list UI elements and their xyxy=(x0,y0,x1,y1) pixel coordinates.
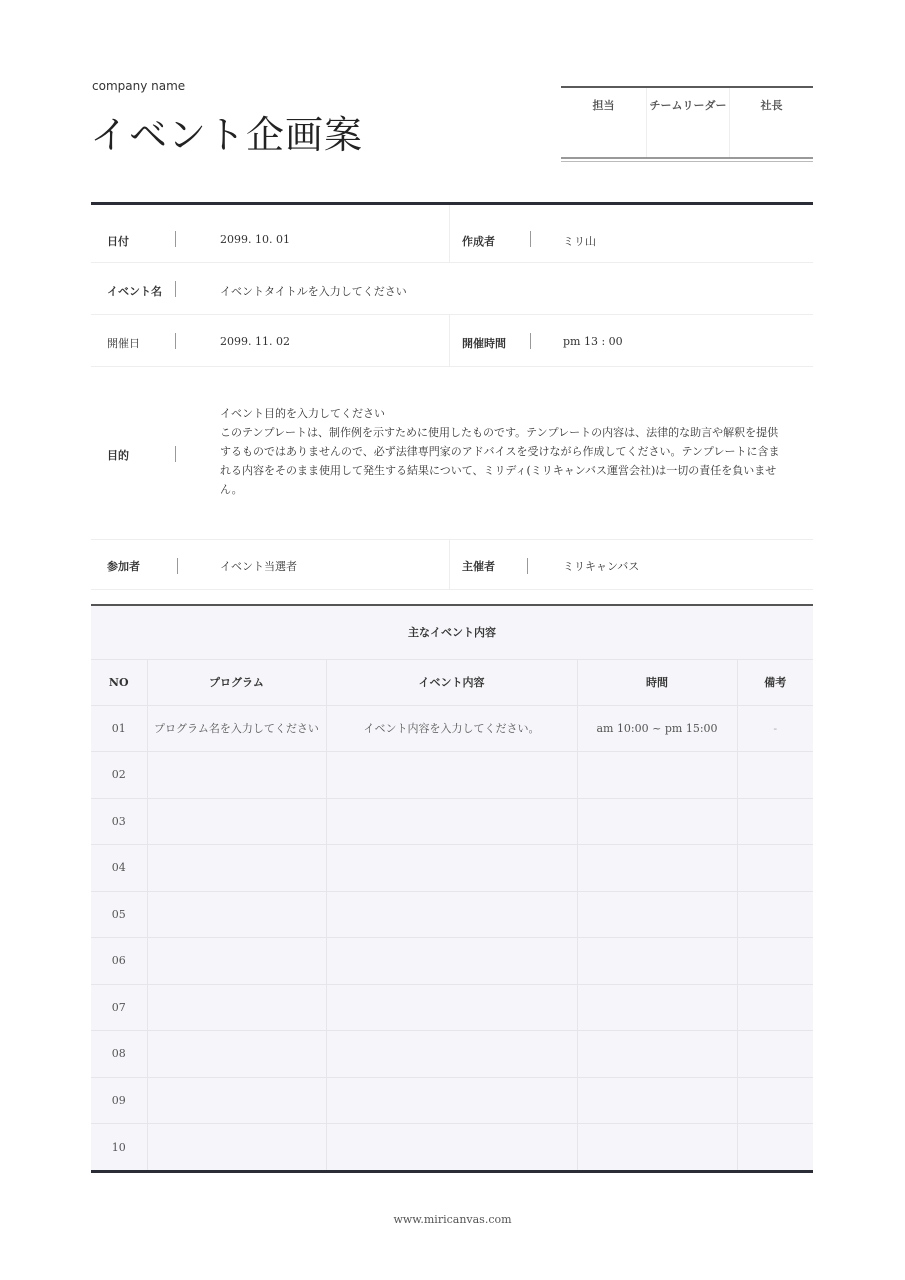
approval-staff: 担当 xyxy=(592,99,615,112)
purpose-line: イベント目的を入力してください xyxy=(220,407,385,420)
cell-program[interactable] xyxy=(147,1031,326,1078)
cell-notes[interactable] xyxy=(737,752,813,799)
cell-content[interactable] xyxy=(326,1031,577,1078)
cell-no: 03 xyxy=(91,798,147,845)
cell-notes[interactable] xyxy=(737,798,813,845)
event-name-value[interactable]: イベントタイトルを入力してください xyxy=(220,285,407,298)
page-title: イベント企画案 xyxy=(90,113,364,157)
cell-content[interactable] xyxy=(326,752,577,799)
cell-program[interactable] xyxy=(147,891,326,938)
held-time-label: 開催時間 xyxy=(462,337,506,350)
cell-notes[interactable] xyxy=(737,845,813,892)
author-value[interactable]: ミリ山 xyxy=(563,235,596,248)
cell-program[interactable] xyxy=(147,984,326,1031)
cell-notes[interactable] xyxy=(737,891,813,938)
cell-no: 09 xyxy=(91,1077,147,1124)
header-content: イベント内容 xyxy=(326,660,577,705)
cell-no: 04 xyxy=(91,845,147,892)
cell-time[interactable] xyxy=(577,891,737,938)
cell-time[interactable] xyxy=(577,1124,737,1171)
cell-time[interactable] xyxy=(577,798,737,845)
purpose-disclaimer: このテンプレートは、制作例を示すために使用したものです。テンプレートの内容は、法律的な助言や解釈を提供するものではありませんので、必ず法律専門家のアドバイスを受けながら作成してください。テンプレートに含まれる内容をそのまま使用して発生する結果について、ミリディ(ミリキャンバス運営会社)は一切の責任を負いません。 xyxy=(220,426,780,496)
participants-label: 参加者 xyxy=(107,560,140,573)
table-title: 主なイベント内容 xyxy=(91,606,813,660)
table-row xyxy=(91,891,813,938)
table-row xyxy=(91,798,813,845)
cell-content[interactable] xyxy=(326,1124,577,1171)
table-row xyxy=(91,845,813,892)
header-time: 時間 xyxy=(577,660,737,705)
held-date-label: 開催日 xyxy=(107,337,140,350)
participants-value[interactable]: イベント当選者 xyxy=(220,560,297,573)
date-value[interactable]: 2099. 10. 01 xyxy=(220,233,290,246)
approval-president: 社長 xyxy=(729,88,813,158)
cell-program[interactable] xyxy=(147,1077,326,1124)
held-time-value[interactable]: pm 13 : 00 xyxy=(563,335,623,348)
cell-notes[interactable] xyxy=(737,1124,813,1171)
organizer-value[interactable]: ミリキャンバス xyxy=(563,560,640,573)
info-row-date xyxy=(91,205,813,263)
cell-content[interactable] xyxy=(326,891,577,938)
cell-no: 10 xyxy=(91,1124,147,1171)
cell-program[interactable]: プログラム名を入力してください xyxy=(147,705,326,752)
cell-program[interactable] xyxy=(147,1124,326,1171)
table-row xyxy=(91,1031,813,1078)
table-row xyxy=(91,752,813,799)
info-row-held xyxy=(91,315,813,367)
cell-time[interactable] xyxy=(577,1077,737,1124)
info-section xyxy=(91,202,813,590)
event-name-label: イベント名 xyxy=(107,285,162,298)
table-row xyxy=(91,1077,813,1124)
cell-no: 01 xyxy=(91,705,147,752)
held-date-value[interactable]: 2099. 11. 02 xyxy=(220,335,290,348)
cell-time[interactable] xyxy=(577,752,737,799)
date-label: 日付 xyxy=(107,235,129,248)
cell-no: 07 xyxy=(91,984,147,1031)
cell-content[interactable]: イベント内容を入力してください。 xyxy=(326,705,577,752)
cell-notes[interactable] xyxy=(737,984,813,1031)
cell-notes[interactable]: - xyxy=(737,705,813,752)
cell-no: 08 xyxy=(91,1031,147,1078)
cell-program[interactable] xyxy=(147,752,326,799)
cell-time[interactable] xyxy=(577,1031,737,1078)
cell-time[interactable] xyxy=(577,938,737,985)
approval-box xyxy=(561,86,813,162)
info-row-participants xyxy=(91,540,813,590)
cell-no: 06 xyxy=(91,938,147,985)
table-row xyxy=(91,938,813,985)
cell-notes[interactable] xyxy=(737,1077,813,1124)
table-row xyxy=(91,984,813,1031)
cell-notes[interactable] xyxy=(737,938,813,985)
cell-content[interactable] xyxy=(326,845,577,892)
cell-content[interactable] xyxy=(326,938,577,985)
cell-time[interactable] xyxy=(577,845,737,892)
info-row-purpose xyxy=(91,367,813,540)
cell-content[interactable] xyxy=(326,984,577,1031)
cell-time[interactable] xyxy=(577,984,737,1031)
table-row xyxy=(91,705,813,752)
cell-content[interactable] xyxy=(326,1077,577,1124)
cell-program[interactable] xyxy=(147,938,326,985)
header-no: NO xyxy=(91,660,147,705)
cell-time[interactable]: am 10:00 ~ pm 15:00 xyxy=(577,705,737,752)
cell-program[interactable] xyxy=(147,845,326,892)
header-program: プログラム xyxy=(147,660,326,705)
header-notes: 備考 xyxy=(737,660,813,705)
purpose-value[interactable] xyxy=(220,404,785,499)
cell-no: 05 xyxy=(91,891,147,938)
purpose-label: 目的 xyxy=(107,449,129,462)
author-label: 作成者 xyxy=(462,235,495,248)
cell-no: 02 xyxy=(91,752,147,799)
footer-url: www.miricanvas.com xyxy=(393,1213,512,1226)
cell-notes[interactable] xyxy=(737,1031,813,1078)
company-name: company name xyxy=(92,79,186,93)
event-table xyxy=(91,604,813,1173)
approval-team-leader: チームリーダー xyxy=(646,88,729,158)
cell-content[interactable] xyxy=(326,798,577,845)
table-row xyxy=(91,1124,813,1171)
organizer-label: 主催者 xyxy=(462,560,495,573)
cell-program[interactable] xyxy=(147,798,326,845)
info-row-event-name xyxy=(91,263,813,315)
